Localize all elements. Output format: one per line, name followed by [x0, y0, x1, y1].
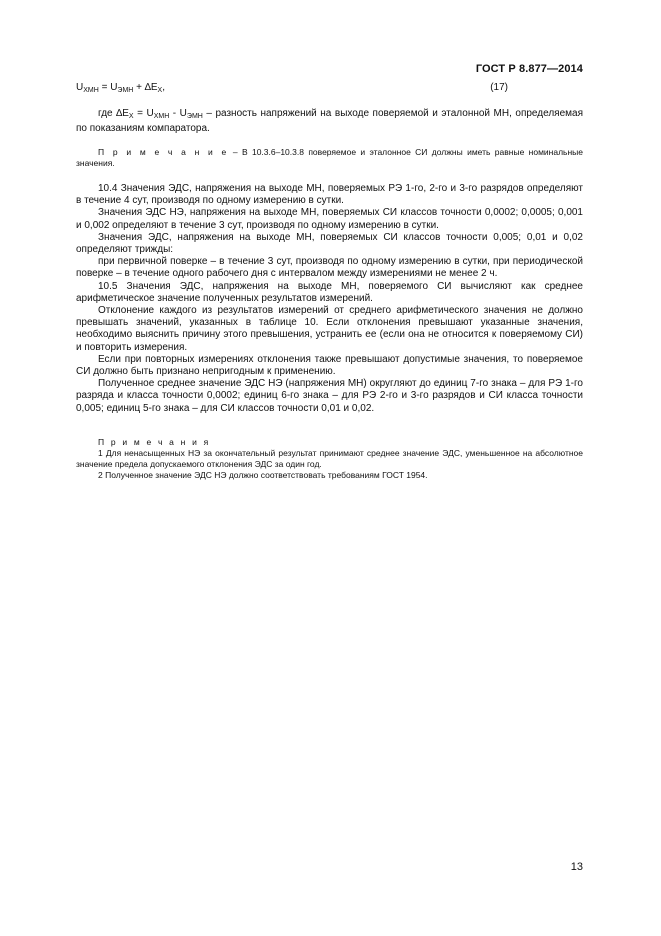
paragraph: Отклонение каждого из результатов измерений от среднего арифметического значения не должно превышать значений, указанных в таблице 10. Если отклонения превышают указанные значения, необходимо выяснить причину этого превышения, устранить ее (если она не относится к поверяемому СИ) и повторить измерения. [76, 305, 583, 353]
notes-2 [76, 437, 583, 481]
paragraph: 10.5 Значения ЭДС, напряжения на выходе МН, поверяемого СИ вычисляют как среднее арифметическое значение полученных результатов измерений. [76, 280, 583, 304]
paragraph: Значения ЭДС, напряжения на выходе МН, поверяемых СИ классов точности 0,005; 0,01 и 0,02 определяют трижды: [76, 231, 583, 256]
formula-number: (17) [490, 82, 508, 93]
paragraph: Полученное среднее значение ЭДС НЭ (напряжения МН) округляют до единиц 7-го знака – для РЭ 1-го разряда и класса точности 0,0002; единиц 6-го знака – для РЭ 2-го и 3-го разрядов и СИ класса точности 0,005; единиц 5-го знака – для СИ классов точности 0,01 и 0,02. [76, 378, 583, 414]
where-explanation: где $\Delta E_Х = U_{ХМН} - U_{ЭМН}$ – разность напряжений на выходе поверяемой и эталонной МН, определяемая по показаниям компаратора. [76, 108, 584, 135]
page-number: 13 [570, 861, 583, 873]
document-header: ГОСТ Р 8.877—2014 [475, 63, 583, 75]
paragraph: 10.4 Значения ЭДС, напряжения на выходе МН, поверяемых РЭ 1-го, 2-го и 3-го разрядов определяют в течение 4 сут, производя по одному измерению в сутки. [76, 183, 583, 207]
paragraph: Если при повторных измерениях отклонения также превышают допустимые значения, то поверяемое СИ должно быть признано непригодным к применению. [76, 353, 583, 378]
note-item: 2 Полученное значение ЭДС НЭ должно соответствовать требованиям ГОСТ 1954. [98, 470, 428, 480]
formula-expression: $U_{ХМН} = U_{ЭМН} + \Delta E_Х$, [76, 82, 165, 94]
note-item: 1 Для ненасыщенных НЭ за окончательный результат принимают среднее значение ЭДС, уменьшенное на абсолютное значение предела допускаемого отклонения ЭДС за один год. [76, 448, 583, 469]
formula-17 [76, 82, 508, 94]
note-1 [76, 147, 583, 169]
note-text: – В 10.3.6–10.3.8 поверяемое и эталонное СИ должны иметь равные номинальные значения. [76, 147, 584, 168]
main-text [76, 183, 583, 415]
paragraph: при первичной поверке – в течение 3 сут, производя по одному измерению в сутки, при периодической поверке – в течение одного рабочего дня с интервалом между измерениями не менее 2 ч. [76, 256, 583, 280]
note-label: П р и м е ч а н и е [98, 147, 229, 157]
notes-title: П р и м е ч а н и я [98, 437, 211, 447]
paragraph: Значения ЭДС НЭ, напряжения на выходе МН, поверяемых СИ классов точности 0,0002; 0,0005; 0,001 и 0,002 определяют в течение 3 сут, производя по одному измерению в сутки. [76, 207, 583, 231]
